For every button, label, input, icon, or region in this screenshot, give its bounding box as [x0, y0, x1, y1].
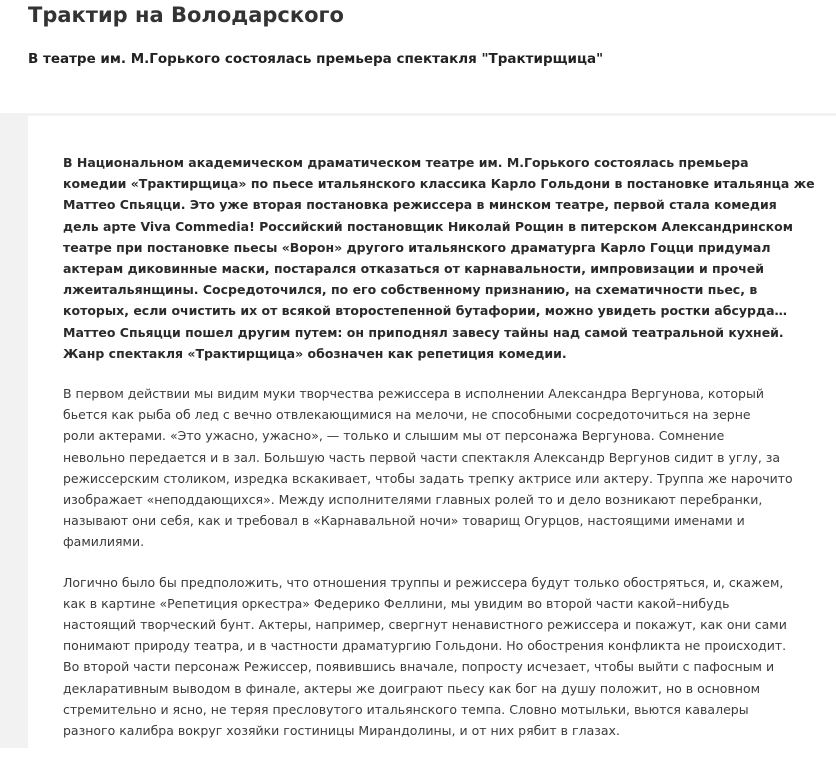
page-header	[0, 0, 836, 113]
page-subtitle: В театре им. М.Горького состоялась премьера спектакля "Трактирщица"	[28, 51, 604, 67]
page-title: Трактир на Володарского	[28, 3, 344, 27]
body-line: изображает «неподдающихся». Между исполнителями главных ролей то и дело возникают перебранки,	[63, 492, 763, 508]
body-line: понимают природу театра, и в частности драматургию Гольдони. Но обострения конфликта не происходит.	[63, 638, 787, 654]
body-line: невольно передается и в зал. Большую часть первой части спектакля Александр Вергунов сидит в углу, за	[63, 449, 781, 465]
lead-line: комедии «Трактирщица» по пьесе итальянского классика Карло Гольдони в постановке итальянца же	[63, 176, 815, 192]
body-line: называют они себя, как и требовал в «Карнавальной ночи» товарищ Огурцов, настоящими именами и	[63, 513, 745, 529]
lead-line: Маттео Спьяцци пошел другим путем: он приподнял завесу тайны над самой театральной кухней.	[63, 324, 784, 340]
body-line: как в картине «Репетиция оркестра» Федерико Феллини, мы увидим во второй части какой–нибудь	[63, 595, 730, 611]
lead-line: Жанр спектакля «Трактирщица» обозначен как репетиция комедии.	[63, 345, 567, 361]
lead-line: которых, если очистить их от всякой второстепенной бутафории, можно увидеть ростки абсурда…	[63, 303, 787, 319]
body-line: декларативным выводом в финале, актеры же доиграют пьесу как бог на душу положит, но в основном	[63, 680, 761, 696]
lead-line: актерам диковинные маски, постарался отказаться от карнавальности, импровизации и прочей	[63, 261, 765, 277]
body-line: фамилиями.	[63, 534, 145, 550]
body-line: роли актерами. «Это ужасно, ужасно», — только и слышим мы от персонажа Вергунова. Сомнение	[63, 428, 725, 444]
lead-line: лжеитальянщины. Сосредоточился, по его собственному признанию, на схематичности пьес, в	[63, 282, 758, 298]
body-line: стремительно и ясно, не теряя пресловутого итальянского темпа. Словно мотыльки, вьются кавалеры	[63, 701, 749, 717]
lead-line: театре при постановке пьесы «Ворон» другого итальянского драматурга Карло Гоцци придумал	[63, 239, 771, 255]
body-line: Во второй части персонаж Режиссер, появившись вначале, попросту исчезает, чтобы выйти с пафосным и	[63, 659, 775, 675]
article-body	[63, 152, 815, 760]
lead-line: Маттео Спьяцци. Это уже вторая постановка режиссера в минском театре, первой стала комедия	[63, 197, 777, 213]
lead-line: В Национальном академическом драматическом театре им. М.Горького состоялась премьера	[63, 155, 749, 170]
article-card	[28, 116, 836, 748]
body-line: Логично было бы предположить, что отношения труппы и режиссера будут только обостряться, и, скажем,	[63, 574, 784, 590]
body-line: В первом действии мы видим муки творчества режиссера в исполнении Александра Вергунова, который	[63, 386, 764, 402]
body-paragraph	[63, 572, 809, 742]
lead-line: дель арте Viva Commedia! Российский постановщик Николай Рощин в питерском Александринском	[63, 218, 793, 234]
body-line: разного калибра вокруг хозяйки гостиницы Мирандолины, и от них рябит в глазах.	[63, 723, 620, 739]
lead-paragraph	[63, 152, 815, 364]
body-line: режиссерским столиком, изредка вскакивает, чтобы задать трепку актрисе или актеру. Труппа же нарочито	[63, 470, 793, 486]
body-paragraph	[63, 383, 809, 553]
body-line: настоящий творческий бунт. Актеры, например, свергнут ненавистного режиссера и покажут, как они сами	[63, 617, 787, 633]
body-line: бьется как рыба об лед с вечно отвлекающимися на мелочи, не способными сосредоточиться на зерне	[63, 407, 751, 423]
